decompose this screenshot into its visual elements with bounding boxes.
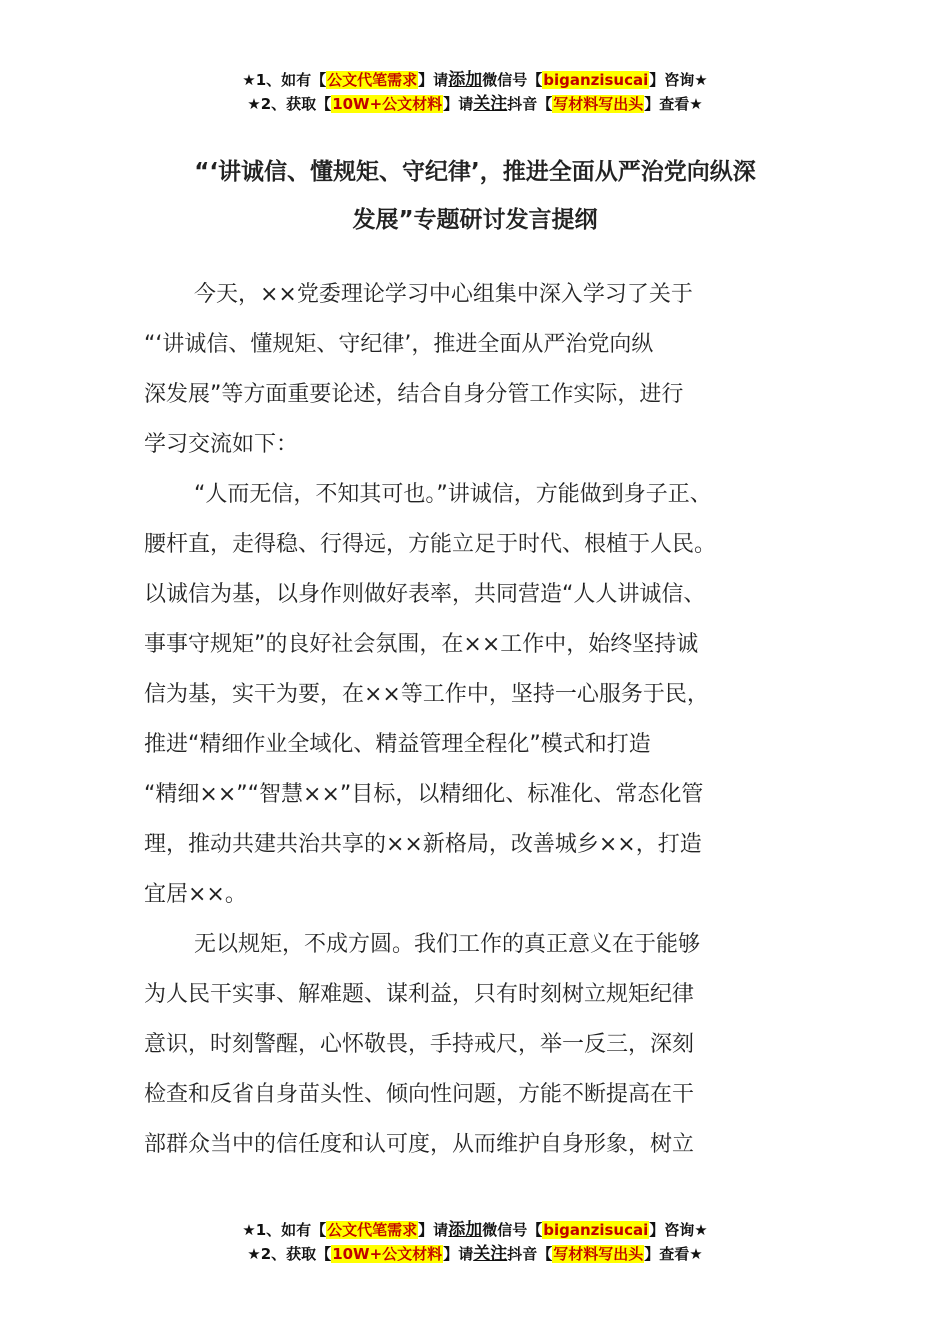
text-line: “精细××”“智慧××”目标，以精细化、标准化、常态化管: [144, 782, 704, 807]
text-line: “人而无信，不知其可也。”讲诚信，方能做到身子正、: [194, 482, 712, 507]
paragraph-3: [144, 920, 812, 1170]
document-title: [140, 148, 810, 244]
banner-text: 】请: [418, 1221, 449, 1239]
banner-text: ★2、获取【: [247, 95, 332, 113]
banner-text: ★1、如有【: [242, 1221, 327, 1239]
banner-text: 】咨询★: [649, 71, 708, 89]
text-line: 腰杆直，走得稳、行得远，方能立足于时代、根植于人民。: [144, 532, 717, 557]
text-line: 学习交流如下：: [144, 432, 299, 457]
text-line: 推进“精细作业全域化、精益管理全程化”模式和打造: [144, 732, 651, 757]
title-line-2: 发展”专题研讨发言提纲: [352, 207, 598, 233]
banner-text: 】咨询★: [649, 1221, 708, 1239]
banner-underlined: 添加: [448, 1220, 483, 1240]
paragraph-1: [144, 270, 812, 470]
banner-text: 抖音【: [507, 95, 553, 113]
banner-underlined: 关注: [473, 94, 508, 114]
banner-highlight: 10W+公文材料: [332, 1245, 443, 1263]
text-line: 为人民干实事、解难题、谋利益，只有时刻树立规矩纪律: [144, 982, 695, 1007]
text-line: 深发展”等方面重要论述，结合自身分管工作实际，进行: [144, 382, 684, 407]
banner-text: 】查看★: [644, 95, 703, 113]
document-body: [144, 270, 812, 1170]
text-line: 理，推动共建共治共享的××新格局，改善城乡××，打造: [144, 832, 702, 857]
banner-text: 微信号【: [482, 1221, 543, 1239]
banner-highlight: 10W+公文材料: [332, 95, 443, 113]
text-line: 宜居××。: [144, 882, 247, 907]
banner-text: 微信号【: [482, 71, 543, 89]
banner-highlight: 写材料写出头: [553, 1245, 644, 1263]
text-line: 以诚信为基，以身作则做好表率，共同营造“人人讲诚信、: [144, 582, 706, 607]
banner-text: 】请: [443, 95, 474, 113]
banner-line-2: [0, 1242, 950, 1266]
paragraph-2: [144, 470, 812, 920]
text-line: 事事守规矩”的良好社会氛围，在××工作中，始终坚持诚: [144, 632, 699, 657]
header-banner: [0, 68, 950, 116]
banner-highlight: 公文代笔需求: [327, 71, 418, 89]
banner-highlight: 公文代笔需求: [327, 1221, 418, 1239]
text-line: “‘讲诚信、懂规矩、守纪律’，推进全面从严治党向纵: [144, 332, 654, 357]
banner-line-2: [0, 92, 950, 116]
text-line: 信为基，实干为要，在××等工作中，坚持一心服务于民，: [144, 682, 709, 707]
banner-underlined: 关注: [473, 1244, 508, 1264]
text-line: 意识，时刻警醒，心怀敬畏，手持戒尺，举一反三，深刻: [144, 1032, 695, 1057]
banner-highlight: 写材料写出头: [553, 95, 644, 113]
banner-text: 抖音【: [507, 1245, 553, 1263]
text-line: 今天，××党委理论学习中心组集中深入学习了关于: [194, 282, 693, 307]
text-line: 检查和反省自身苗头性、倾向性问题，方能不断提高在干: [144, 1082, 695, 1107]
banner-text: ★2、获取【: [247, 1245, 332, 1263]
banner-underlined: 添加: [448, 70, 483, 90]
banner-text: 】请: [443, 1245, 474, 1263]
banner-text: ★1、如有【: [242, 71, 327, 89]
text-line: 部群众当中的信任度和认可度，从而维护自身形象，树立: [144, 1132, 695, 1157]
text-line: 无以规矩，不成方圆。我们工作的真正意义在于能够: [194, 932, 701, 957]
banner-line-1: [0, 68, 950, 92]
title-line-1: “‘讲诚信、懂规矩、守纪律’，推进全面从严治党向纵深: [194, 159, 756, 185]
banner-highlight: biganzisucai: [543, 71, 649, 89]
banner-text: 】查看★: [644, 1245, 703, 1263]
footer-banner: [0, 1218, 950, 1266]
banner-text: 】请: [418, 71, 449, 89]
banner-line-1: [0, 1218, 950, 1242]
banner-highlight: biganzisucai: [543, 1221, 649, 1239]
